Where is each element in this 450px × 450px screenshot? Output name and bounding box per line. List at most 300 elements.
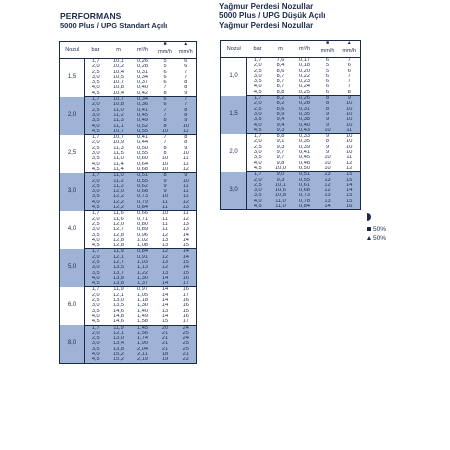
table-cell: 16 bbox=[176, 287, 197, 293]
table-cell: 0,17 bbox=[293, 58, 317, 64]
table-cell: 0,45 bbox=[293, 155, 317, 160]
table-cell: 13,0 bbox=[107, 298, 131, 303]
table-cell: 11,9 bbox=[107, 325, 131, 331]
table-cell: 18 bbox=[155, 352, 176, 357]
table-cell: 13 bbox=[155, 260, 176, 265]
table-cell: 8,4 bbox=[269, 63, 293, 68]
table-cell: 15 bbox=[176, 309, 197, 314]
table-cell: 0,31 bbox=[293, 107, 317, 112]
table-cell: 9 bbox=[317, 117, 339, 122]
table-cell: 2,0 bbox=[247, 139, 269, 144]
table-cell: 21 bbox=[155, 341, 176, 346]
header-flow: m³/h bbox=[131, 42, 155, 59]
table-cell: 1,58 bbox=[131, 319, 155, 325]
table-cell: 14,6 bbox=[107, 319, 131, 325]
table-cell: 15 bbox=[339, 172, 361, 178]
table-cell: 7 bbox=[155, 113, 176, 118]
table-cell: 8,7 bbox=[269, 79, 293, 84]
table-cell: 11,2 bbox=[107, 113, 131, 118]
table-cell: 6 bbox=[155, 97, 176, 103]
table-cell: 3,5 bbox=[85, 156, 107, 161]
table-cell: 1,7 bbox=[247, 134, 269, 140]
table-cell: 5 bbox=[317, 69, 339, 74]
table-cell: 0,73 bbox=[131, 194, 155, 199]
table-cell: 8 bbox=[317, 107, 339, 112]
table-cell: 4,0 bbox=[85, 238, 107, 243]
table-cell: 10 bbox=[317, 161, 339, 166]
nozzle-cell: 5,0 bbox=[60, 249, 85, 287]
table-cell: 2,0 bbox=[85, 331, 107, 336]
header-square-precip bbox=[317, 41, 339, 58]
table-cell: 10 bbox=[339, 145, 361, 150]
table-cell: 2,5 bbox=[247, 145, 269, 150]
table-cell: 11,3 bbox=[107, 118, 131, 123]
table-cell: 9,4 bbox=[269, 117, 293, 122]
table-cell: 0,84 bbox=[293, 204, 317, 210]
table-cell: 0,23 bbox=[293, 79, 317, 84]
table-cell: 0,31 bbox=[131, 70, 155, 75]
table-cell: 0,45 bbox=[131, 113, 155, 118]
table-cell: 12,0 bbox=[107, 222, 131, 227]
header-square-precip bbox=[155, 42, 176, 59]
table-cell: 10 bbox=[155, 167, 176, 173]
table-cell: 0,41 bbox=[293, 150, 317, 155]
table-cell: 2,11 bbox=[131, 352, 155, 357]
table-cell: 17 bbox=[176, 319, 197, 325]
table-cell: 13 bbox=[317, 172, 339, 178]
table-cell: 2,5 bbox=[247, 107, 269, 112]
table-cell: 1,45 bbox=[131, 325, 155, 331]
table-cell: 11 bbox=[155, 205, 176, 211]
table-cell: 1,7 bbox=[85, 287, 107, 293]
legend-triangle bbox=[367, 235, 386, 243]
table-cell: 0,34 bbox=[131, 97, 155, 103]
table-cell: 2,0 bbox=[247, 178, 269, 183]
table-cell: 0,41 bbox=[131, 108, 155, 113]
legend-square bbox=[367, 226, 386, 234]
table-cell: 4,5 bbox=[247, 90, 269, 96]
table-cell: 10,6 bbox=[269, 188, 293, 193]
table-cell: 4,0 bbox=[247, 84, 269, 89]
table-cell: 16 bbox=[176, 303, 197, 308]
table-cell: 0,51 bbox=[293, 172, 317, 178]
nozzle-cell: 2,5 bbox=[60, 135, 85, 173]
table-cell: 14 bbox=[339, 183, 361, 188]
table-cell: 6 bbox=[155, 70, 176, 75]
table-cell: 12,8 bbox=[107, 238, 131, 243]
table-cell: 9,3 bbox=[269, 178, 293, 183]
table-cell: 4,0 bbox=[247, 161, 269, 166]
table-cell: 10 bbox=[339, 123, 361, 128]
table-cell: 0,26 bbox=[131, 59, 155, 65]
table-cell: 7 bbox=[155, 135, 176, 141]
table-cell: 4,5 bbox=[85, 205, 107, 211]
table-cell: 3,0 bbox=[85, 113, 107, 118]
table-cell: 10 bbox=[339, 107, 361, 112]
table-cell: 11,0 bbox=[269, 199, 293, 204]
table-cell: 8 bbox=[176, 135, 197, 141]
table-cell: 0,26 bbox=[293, 96, 317, 102]
table-cell: 11,9 bbox=[107, 287, 131, 293]
table-cell: 13 bbox=[317, 193, 339, 198]
table-cell: 0,68 bbox=[293, 188, 317, 193]
table-cell: 10 bbox=[317, 166, 339, 172]
table-cell: 0,73 bbox=[293, 193, 317, 198]
table-cell: 7 bbox=[155, 108, 176, 113]
table-cell: 2,0 bbox=[247, 101, 269, 106]
table-cell: 1,18 bbox=[131, 298, 155, 303]
table-cell: 0,55 bbox=[131, 151, 155, 156]
table-cell: 1,90 bbox=[131, 341, 155, 346]
table-cell: 10 bbox=[155, 129, 176, 135]
table-cell: 0,71 bbox=[131, 217, 155, 222]
table-cell: 5 bbox=[317, 63, 339, 68]
table-cell: 2,0 bbox=[85, 102, 107, 107]
table-cell: 17 bbox=[176, 281, 197, 287]
table-cell: 0,55 bbox=[131, 179, 155, 184]
table-cell: 10,2 bbox=[107, 64, 131, 69]
table-cell: 6 bbox=[317, 90, 339, 96]
table-cell: 2,5 bbox=[85, 298, 107, 303]
table-cell: 3,5 bbox=[85, 347, 107, 352]
table-cell: 0,64 bbox=[131, 162, 155, 167]
table-cell: 4,5 bbox=[247, 204, 269, 210]
table-cell: 10,4 bbox=[107, 91, 131, 97]
table-cell: 3,0 bbox=[85, 227, 107, 232]
table-cell: 14 bbox=[155, 287, 176, 293]
table-cell: 0,38 bbox=[293, 117, 317, 122]
table-cell: 13 bbox=[155, 309, 176, 314]
right-title bbox=[219, 2, 325, 30]
table-cell: 14,8 bbox=[107, 314, 131, 319]
header-unit: mm/h bbox=[178, 49, 193, 55]
table-cell: 12 bbox=[317, 183, 339, 188]
table-cell: 11,3 bbox=[107, 146, 131, 151]
table-cell: 8,2 bbox=[269, 96, 293, 102]
table-cell: 1,30 bbox=[131, 276, 155, 281]
table-cell: 12 bbox=[176, 200, 197, 205]
table-cell: 3,5 bbox=[247, 117, 269, 122]
table-cell: 8 bbox=[176, 80, 197, 85]
table-cell: 15 bbox=[155, 319, 176, 325]
table-cell: 4,0 bbox=[85, 276, 107, 281]
table-cell: 1,05 bbox=[131, 293, 155, 298]
table-cell: 8,6 bbox=[269, 107, 293, 112]
table-cell: 11,0 bbox=[107, 173, 131, 179]
nozzle-cell: 2,0 bbox=[60, 97, 85, 135]
table-cell: 4,0 bbox=[247, 199, 269, 204]
table-cell: 1,7 bbox=[85, 211, 107, 217]
table-cell: 6 bbox=[317, 79, 339, 84]
header-nozzle: Nozul bbox=[221, 41, 247, 58]
table-cell: 4,5 bbox=[85, 91, 107, 97]
table-cell: 12 bbox=[317, 188, 339, 193]
table-cell: 10 bbox=[339, 150, 361, 155]
table-cell: 16 bbox=[176, 314, 197, 319]
table-cell: 10 bbox=[176, 124, 197, 129]
table-cell: 12 bbox=[155, 249, 176, 255]
table-cell: 9,1 bbox=[269, 139, 293, 144]
table-cell: 2,5 bbox=[247, 183, 269, 188]
table-cell: 2,5 bbox=[85, 260, 107, 265]
table-cell: 11,0 bbox=[269, 204, 293, 210]
table-cell: 4,5 bbox=[85, 243, 107, 249]
table-cell: 1,7 bbox=[85, 97, 107, 103]
table-cell: 9,3 bbox=[269, 145, 293, 150]
table-cell: 10 bbox=[317, 128, 339, 134]
header-unit: mm/h bbox=[342, 48, 357, 54]
table-cell: 0,50 bbox=[293, 166, 317, 172]
table-cell: 10 bbox=[176, 179, 197, 184]
right-title-line3: Yağmur Perdesi Nozullar bbox=[219, 20, 314, 30]
table-cell: 2,5 bbox=[85, 336, 107, 341]
table-cell: 11 bbox=[155, 227, 176, 232]
table-cell: 12 bbox=[339, 161, 361, 166]
table-cell: 8 bbox=[155, 124, 176, 129]
table-cell: 4,5 bbox=[85, 319, 107, 325]
table-cell: 25 bbox=[176, 347, 197, 352]
table-cell: 4,0 bbox=[247, 123, 269, 128]
table-cell: 12,0 bbox=[107, 189, 131, 194]
square-icon: ■ bbox=[325, 40, 330, 46]
table-cell: 1,37 bbox=[131, 281, 155, 287]
triangle-icon: ▲ bbox=[346, 40, 352, 46]
table-cell: 0,97 bbox=[131, 287, 155, 293]
table-cell: 8 bbox=[155, 118, 176, 123]
table-cell: 4,5 bbox=[85, 281, 107, 287]
table-cell: 8 bbox=[317, 139, 339, 144]
table-cell: 3,5 bbox=[85, 194, 107, 199]
table-cell: 2,5 bbox=[247, 69, 269, 74]
table-cell: 11,2 bbox=[107, 184, 131, 189]
table-cell: 9 bbox=[155, 189, 176, 194]
table-cell: 9 bbox=[317, 134, 339, 140]
table-cell: 2,0 bbox=[85, 217, 107, 222]
header-unit: mm/h bbox=[320, 48, 335, 54]
table-cell: 11,5 bbox=[107, 151, 131, 156]
table-cell: 15 bbox=[339, 178, 361, 183]
table-cell: 0,89 bbox=[131, 227, 155, 232]
table-cell: 9 bbox=[155, 179, 176, 184]
table-cell: 0,60 bbox=[131, 156, 155, 161]
table-cell: 2,5 bbox=[85, 222, 107, 227]
table-cell: 4,0 bbox=[85, 85, 107, 90]
table-cell: 4,0 bbox=[85, 314, 107, 319]
table-cell: 15 bbox=[176, 260, 197, 265]
table-cell: 12 bbox=[155, 265, 176, 270]
table-cell: 14 bbox=[155, 293, 176, 298]
table-cell: 13 bbox=[317, 178, 339, 183]
table-cell: 10 bbox=[155, 162, 176, 167]
table-cell: 9 bbox=[339, 96, 361, 102]
table-cell: 3,5 bbox=[85, 80, 107, 85]
table-cell: 8 bbox=[317, 101, 339, 106]
table-cell: 10 bbox=[155, 156, 176, 161]
table-cell: 8 bbox=[176, 140, 197, 145]
table-cell: 2,0 bbox=[247, 63, 269, 68]
table-cell: 12,1 bbox=[107, 293, 131, 298]
table-cell: 0,36 bbox=[131, 102, 155, 107]
table-cell: 2,0 bbox=[85, 140, 107, 145]
table-cell: 5 bbox=[155, 64, 176, 69]
nozzle-cell: 1,5 bbox=[221, 96, 247, 134]
table-cell: 0,48 bbox=[293, 161, 317, 166]
nozzle-cell: 3,0 bbox=[60, 173, 85, 211]
table-cell: 0,49 bbox=[131, 118, 155, 123]
table-cell: 10 bbox=[339, 101, 361, 106]
table-cell: 6 bbox=[317, 58, 339, 64]
table-cell: 13,5 bbox=[107, 265, 131, 270]
table-cell: 5 bbox=[155, 59, 176, 65]
table-cell: 16 bbox=[176, 276, 197, 281]
table-cell: 0,22 bbox=[293, 74, 317, 79]
table-cell: 9 bbox=[155, 184, 176, 189]
table-cell: 2,5 bbox=[85, 146, 107, 151]
table-cell: 14 bbox=[176, 238, 197, 243]
table-cell: 13 bbox=[155, 243, 176, 249]
table-cell: 7 bbox=[339, 74, 361, 79]
table-cell: 14 bbox=[155, 298, 176, 303]
table-cell: 8 bbox=[155, 151, 176, 156]
table-cell: 21 bbox=[155, 336, 176, 341]
table-cell: 4,5 bbox=[85, 357, 107, 363]
table-cell: 12 bbox=[155, 255, 176, 260]
table-cell: 7 bbox=[176, 97, 197, 103]
table-cell: 0,79 bbox=[131, 200, 155, 205]
header-m: m bbox=[269, 41, 293, 58]
table-cell: 14 bbox=[155, 314, 176, 319]
table-cell: 4,0 bbox=[85, 124, 107, 129]
table-cell: 0,40 bbox=[293, 123, 317, 128]
nozzle-cell: 8,0 bbox=[60, 325, 85, 363]
table-cell: 10,5 bbox=[107, 75, 131, 80]
table-cell: 8,2 bbox=[269, 101, 293, 106]
table-cell: 2,5 bbox=[85, 70, 107, 75]
table-cell: 6 bbox=[339, 63, 361, 68]
table-cell: 19 bbox=[155, 357, 176, 363]
table-cell: 8,8 bbox=[269, 90, 293, 96]
nozzle-cell: 3,0 bbox=[221, 172, 247, 210]
table-cell: 9,4 bbox=[269, 123, 293, 128]
table-cell: 0,33 bbox=[293, 134, 317, 140]
table-cell: 0,84 bbox=[131, 249, 155, 255]
table-cell: 0,66 bbox=[131, 211, 155, 217]
table-cell: 13,4 bbox=[107, 341, 131, 346]
left-table-header bbox=[60, 42, 197, 59]
table-cell: 2,0 bbox=[85, 293, 107, 298]
table-cell: 9 bbox=[317, 145, 339, 150]
header-triangle-precip bbox=[339, 41, 361, 58]
table-cell: 6 bbox=[155, 75, 176, 80]
table-cell: 14 bbox=[339, 188, 361, 193]
legend-triangle-label: 50% bbox=[373, 235, 387, 242]
table-cell: 11,6 bbox=[107, 217, 131, 222]
table-cell: 6 bbox=[176, 59, 197, 65]
table-cell: 8 bbox=[155, 146, 176, 151]
table-cell: 8 bbox=[176, 85, 197, 90]
table-cell: 6 bbox=[339, 69, 361, 74]
table-cell: 15 bbox=[176, 271, 197, 276]
table-cell: 8,7 bbox=[269, 84, 293, 89]
table-cell: 3,5 bbox=[247, 193, 269, 198]
table-cell: 15,2 bbox=[107, 352, 131, 357]
table-cell: 4,5 bbox=[247, 128, 269, 134]
table-cell: 13 bbox=[176, 227, 197, 232]
table-cell: 0,39 bbox=[293, 145, 317, 150]
nozzle-cell: 1,0 bbox=[221, 58, 247, 96]
table-cell: 8 bbox=[155, 173, 176, 179]
table-cell: 14 bbox=[155, 303, 176, 308]
table-cell: 12 bbox=[176, 217, 197, 222]
table-cell: 3,5 bbox=[247, 79, 269, 84]
table-cell: 11 bbox=[176, 162, 197, 167]
table-cell: 0,91 bbox=[131, 255, 155, 260]
table-cell: 14 bbox=[176, 265, 197, 270]
table-cell: 3,0 bbox=[85, 265, 107, 270]
table-cell: 0,42 bbox=[131, 91, 155, 97]
table-cell: 1,7 bbox=[247, 172, 269, 178]
table-cell: 11 bbox=[176, 189, 197, 194]
header-m: m bbox=[107, 42, 131, 59]
table-cell: 0,78 bbox=[293, 199, 317, 204]
table-cell: 0,55 bbox=[293, 178, 317, 183]
table-cell: 2,19 bbox=[131, 357, 155, 363]
table-cell: 7 bbox=[339, 84, 361, 89]
table-cell: 1,56 bbox=[131, 331, 155, 336]
table-cell: 0,50 bbox=[131, 146, 155, 151]
table-cell: 9,0 bbox=[269, 172, 293, 178]
table-cell: 14,6 bbox=[107, 309, 131, 314]
half-circle-icon bbox=[367, 213, 373, 221]
table-cell: 0,24 bbox=[293, 84, 317, 89]
table-cell: 10,7 bbox=[107, 129, 131, 135]
table-cell: 12,8 bbox=[107, 243, 131, 249]
table-cell: 1,22 bbox=[131, 271, 155, 276]
table-cell: 7 bbox=[176, 75, 197, 80]
nozzle-cell: 4,0 bbox=[60, 211, 85, 249]
table-cell: 2,0 bbox=[85, 64, 107, 69]
table-cell: 11 bbox=[155, 222, 176, 227]
table-cell: 9,8 bbox=[269, 161, 293, 166]
right-title-line2: 5000 Plus / UPG Düşük Açılı bbox=[219, 11, 326, 21]
table-cell: 10,7 bbox=[107, 135, 131, 141]
table-cell: 0,84 bbox=[131, 205, 155, 211]
table-cell: 0,43 bbox=[293, 128, 317, 134]
right-title-line1: Yağmur Perdesi Nozullar bbox=[219, 2, 314, 11]
table-cell: 0,80 bbox=[131, 222, 155, 227]
table-cell: 12 bbox=[176, 167, 197, 173]
table-cell: 13,8 bbox=[107, 276, 131, 281]
table-cell: 20 bbox=[155, 325, 176, 331]
table-cell: 7 bbox=[155, 85, 176, 90]
left-title-line2: 5000 Plus / UPG Standart Açılı bbox=[60, 21, 168, 30]
table-cell: 13,8 bbox=[107, 347, 131, 352]
table-cell: 2,5 bbox=[85, 184, 107, 189]
table-cell: 1,03 bbox=[131, 260, 155, 265]
table-cell: 7 bbox=[155, 140, 176, 145]
table-cell: 2,0 bbox=[85, 179, 107, 184]
table-cell: 10 bbox=[317, 155, 339, 160]
table-cell: 4,0 bbox=[85, 200, 107, 205]
table-cell: 10 bbox=[339, 112, 361, 117]
table-cell: 12,2 bbox=[107, 205, 131, 211]
table-cell: 3,0 bbox=[85, 341, 107, 346]
table-cell: 6 bbox=[155, 102, 176, 107]
table-cell: 14 bbox=[317, 204, 339, 210]
table-cell: 0,44 bbox=[131, 140, 155, 145]
table-cell: 6 bbox=[317, 84, 339, 89]
table-cell: 0,68 bbox=[131, 167, 155, 173]
